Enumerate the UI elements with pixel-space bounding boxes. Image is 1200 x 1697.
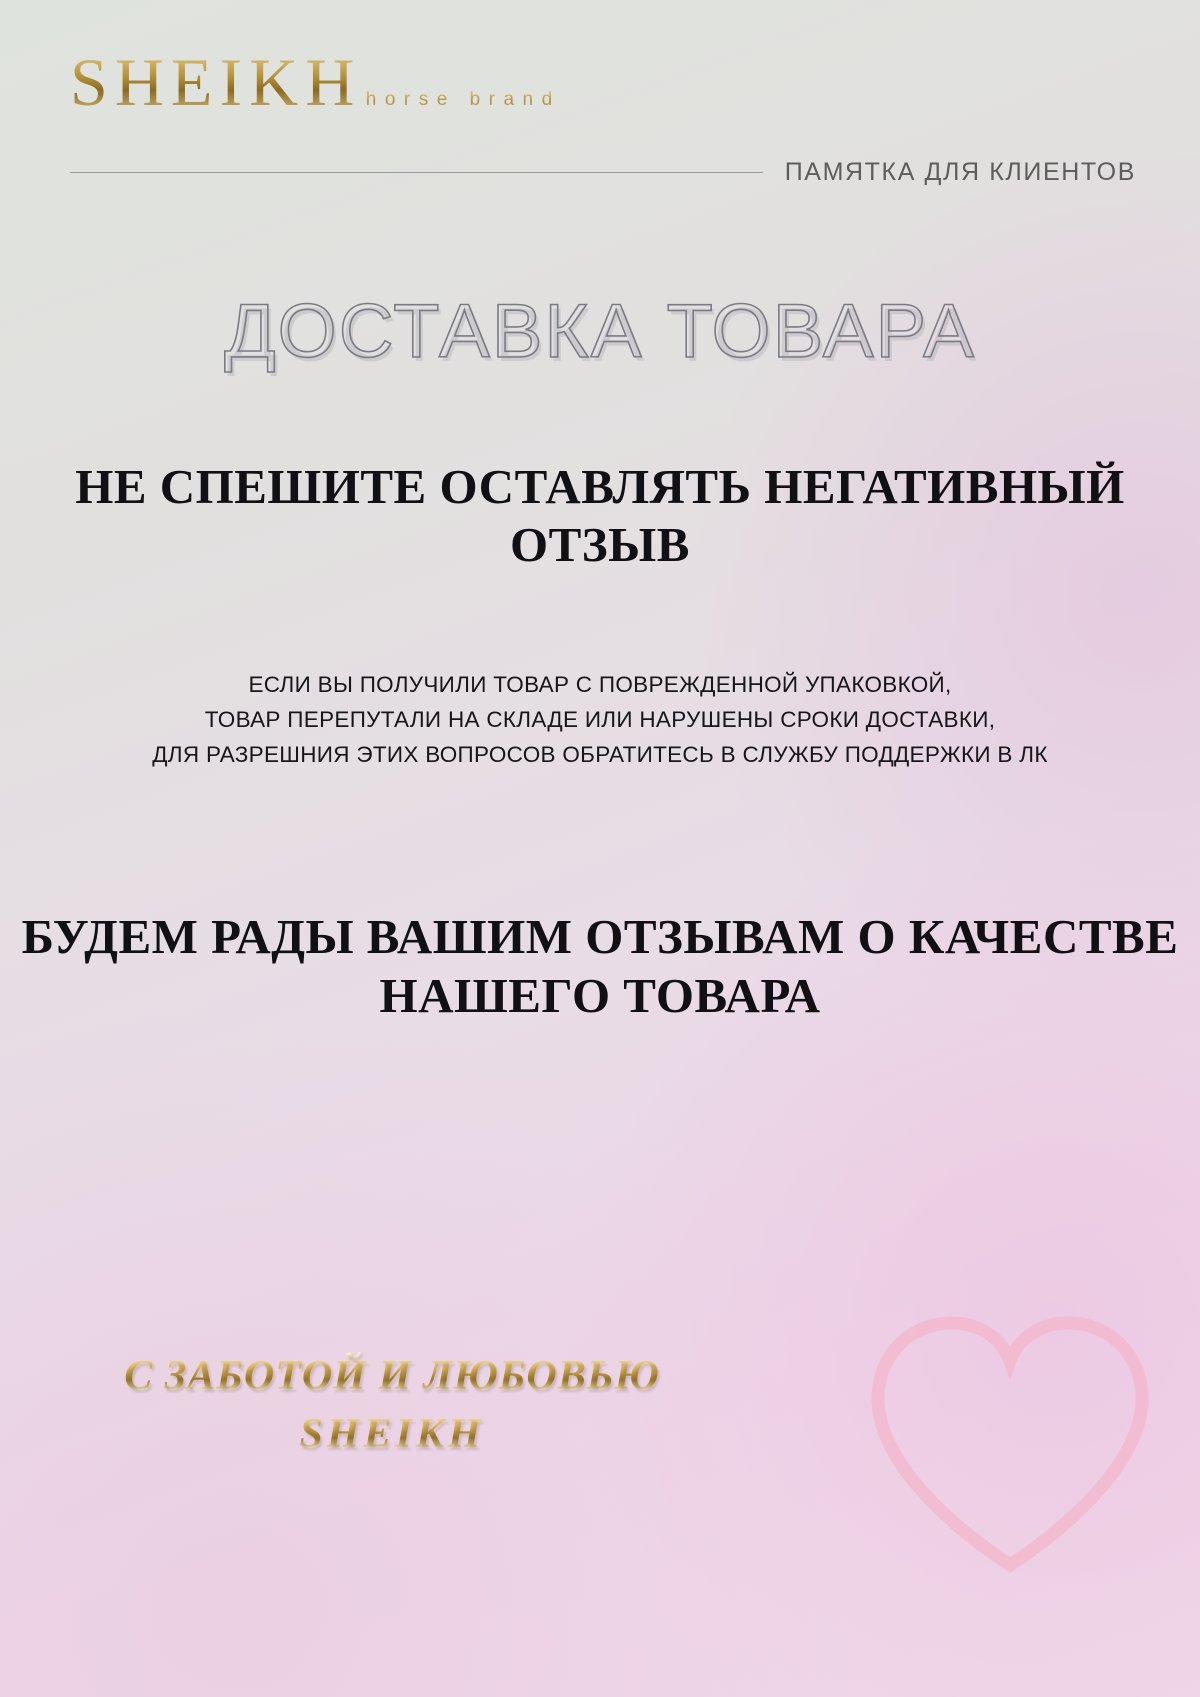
header-divider — [70, 172, 763, 173]
heart-outline-icon — [860, 1307, 1160, 1577]
body-copy-line-1: ЕСЛИ ВЫ ПОЛУЧИЛИ ТОВАР С ПОВРЕЖДЕННОЙ УПАКОВКОЙ, — [248, 672, 952, 697]
secondary-headline — [0, 908, 1200, 1026]
body-copy-line-3: ДЛЯ РАЗРЕШНИЯ ЭТИХ ВОПРОСОВ ОБРАТИТЕСЬ В СЛУЖБУ ПОДДЕРЖКИ В ЛК — [152, 741, 1048, 767]
page-title: ДОСТАВКА ТОВАРА — [224, 289, 976, 374]
closing-signature-line-1: С ЗАБОТОЙ И ЛЮБОВЬЮ — [62, 1352, 722, 1400]
primary-headline-line-2: НЕГАТИВНЫЙ ОТЗЫВ — [510, 459, 1125, 573]
closing-signature-line-2: SHEIKH — [62, 1410, 722, 1458]
body-copy — [0, 668, 1200, 773]
secondary-headline-line-2: О КАЧЕСТВЕ НАШЕГО ТОВАРА — [379, 909, 1179, 1023]
primary-headline — [0, 458, 1200, 575]
primary-headline-line-1: НЕ СПЕШИТЕ ОСТАВЛЯТЬ — [75, 459, 752, 514]
brand-logo-wordmark: SHEIKH — [70, 44, 362, 120]
body-copy-line-2: ТОВАР ПЕРЕПУТАЛИ НА СКЛАДЕ ИЛИ НАРУШЕНЫ СРОКИ ДОСТАВКИ, — [204, 706, 996, 732]
header — [70, 44, 1136, 120]
closing-signature — [62, 1352, 722, 1458]
brand-logo — [70, 44, 1136, 120]
secondary-headline-line-1: БУДЕМ РАДЫ ВАШИМ ОТЗЫВАМ — [21, 909, 845, 964]
brand-logo-subtitle: horse brand — [365, 89, 561, 110]
header-tagline-row — [70, 158, 1136, 187]
header-tagline: ПАМЯТКА ДЛЯ КЛИЕНТОВ — [784, 158, 1136, 186]
